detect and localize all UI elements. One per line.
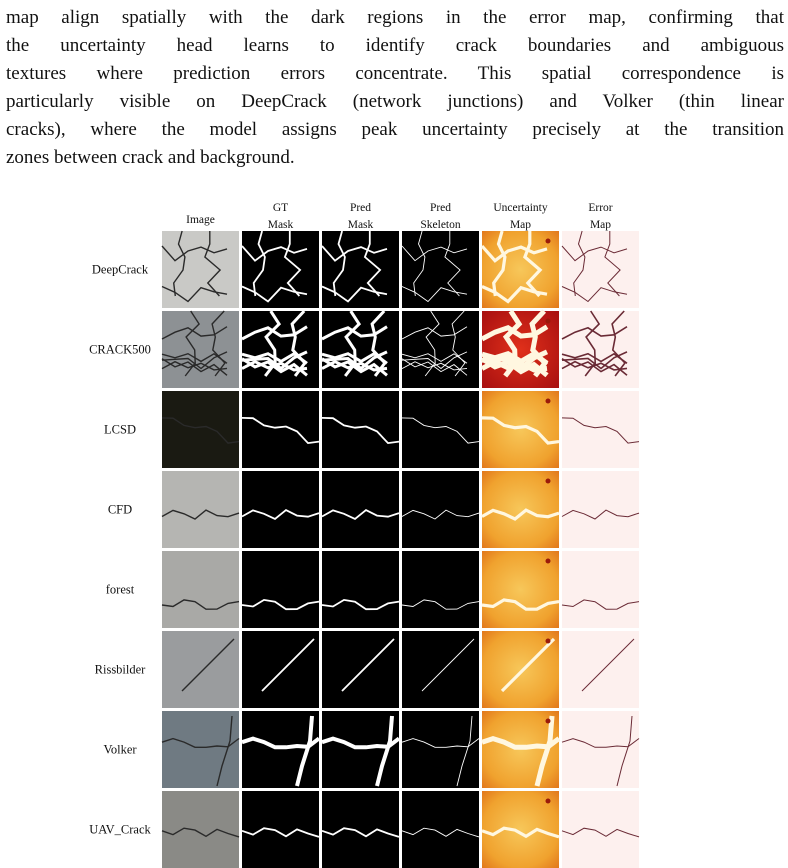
- figure-cell-skeleton: [402, 471, 479, 548]
- figure-cell-error: [562, 791, 639, 868]
- figure-cell-mask: [322, 631, 399, 708]
- figure-cell-mask: [242, 471, 319, 548]
- figure-cell-mask: [242, 551, 319, 628]
- figure-cell-uncertainty: [482, 791, 559, 868]
- mask-background: [242, 471, 319, 548]
- hot-spot: [546, 639, 551, 644]
- skeleton-background: [402, 551, 479, 628]
- row-label: DeepCrack: [91, 262, 149, 277]
- paragraph-line: cracks), where the model assigns peak uncertainty precisely at the transition: [6, 119, 784, 140]
- skeleton-background: [402, 471, 479, 548]
- skeleton-background: [402, 631, 479, 708]
- figure-cell-image: [162, 631, 239, 708]
- figure-cell-error: [562, 311, 639, 388]
- figure-cell-mask: [322, 551, 399, 628]
- figure-cell-uncertainty: [482, 631, 559, 708]
- figure-cell-uncertainty: [482, 471, 559, 548]
- figure-cell-skeleton: [402, 551, 479, 628]
- sample-image: [162, 791, 239, 868]
- row-label: forest: [105, 582, 135, 597]
- figure-cell-mask: [242, 791, 319, 868]
- figure-cell-skeleton: [402, 791, 479, 868]
- mask-background: [322, 231, 399, 308]
- hot-spot: [546, 239, 551, 244]
- figure-cell-mask: [242, 631, 319, 708]
- skeleton-background: [402, 311, 479, 388]
- sample-image: [162, 311, 239, 388]
- hot-spot: [546, 719, 551, 724]
- row-label: Rissbilder: [94, 662, 146, 677]
- figure-cell-mask: [322, 311, 399, 388]
- row-label: LCSD: [104, 422, 136, 437]
- error-background: [562, 471, 639, 548]
- figure-cell-mask: [322, 711, 399, 788]
- figure-cell-error: [562, 551, 639, 628]
- error-background: [562, 791, 639, 868]
- figure-cell-image: [162, 551, 239, 628]
- column-header-line2: Map: [509, 219, 532, 231]
- row-label: UAV_Crack: [89, 822, 151, 837]
- error-background: [562, 391, 639, 468]
- figure-cell-mask: [242, 711, 319, 788]
- figure-cell-skeleton: [402, 311, 479, 388]
- mask-background: [322, 631, 399, 708]
- mask-background: [322, 551, 399, 628]
- figure-cell-mask: [322, 791, 399, 868]
- figure-cell-image: [162, 231, 239, 308]
- column-header: Error: [588, 202, 613, 214]
- column-header: Pred: [349, 202, 372, 214]
- figure-cell-image: [162, 471, 239, 548]
- figure-cell-uncertainty: [482, 311, 559, 388]
- paragraph-line: zones between crack and background.: [6, 147, 295, 168]
- row-label: Volker: [103, 742, 137, 757]
- paragraph-line: map align spatially with the dark regions in the error map, confirming that: [6, 7, 784, 28]
- hot-spot: [546, 559, 551, 564]
- hot-spot: [546, 799, 551, 804]
- column-header: GT: [272, 202, 289, 214]
- figure-cell-image: [162, 391, 239, 468]
- figure-cell-skeleton: [402, 631, 479, 708]
- skeleton-background: [402, 231, 479, 308]
- paragraph-line: particularly visible on DeepCrack (network junctions) and Volker (thin linear: [6, 91, 784, 112]
- paragraph-line: textures where prediction errors concentrate. This spatial correspondence is: [6, 63, 784, 84]
- error-background: [562, 231, 639, 308]
- column-header-line2: Map: [589, 219, 612, 231]
- figure-cell-mask: [322, 391, 399, 468]
- figure-cell-mask: [322, 471, 399, 548]
- figure-cell-error: [562, 391, 639, 468]
- column-header: Image: [186, 214, 215, 226]
- column-header: Pred: [429, 202, 452, 214]
- mask-background: [322, 311, 399, 388]
- figure-cell-uncertainty: [482, 551, 559, 628]
- figure-cell-error: [562, 711, 639, 788]
- column-header-line2: Skeleton: [420, 219, 461, 231]
- figure-cell-uncertainty: [482, 231, 559, 308]
- column-header: Uncertainty: [493, 202, 548, 214]
- figure-cell-skeleton: [402, 391, 479, 468]
- figure-cell-image: [162, 311, 239, 388]
- figure-cell-uncertainty: [482, 711, 559, 788]
- figure-cell-mask: [242, 391, 319, 468]
- figure-cell-uncertainty: [482, 391, 559, 468]
- column-header-line2: Mask: [347, 219, 374, 231]
- hot-spot: [546, 479, 551, 484]
- figure-cell-skeleton: [402, 711, 479, 788]
- figure-cell-image: [162, 791, 239, 868]
- sample-image: [162, 391, 239, 468]
- figure-cell-mask: [242, 231, 319, 308]
- mask-background: [242, 231, 319, 308]
- mask-background: [242, 311, 319, 388]
- figure-cell-skeleton: [402, 231, 479, 308]
- figure-cell-mask: [242, 311, 319, 388]
- hot-spot: [546, 399, 551, 404]
- figure-cell-error: [562, 631, 639, 708]
- mask-background: [322, 791, 399, 868]
- sample-image: [162, 631, 239, 708]
- mask-background: [242, 391, 319, 468]
- paragraph-line: the uncertainty head learns to identify crack boundaries and ambiguous: [6, 35, 784, 56]
- error-background: [562, 631, 639, 708]
- figure-cell-error: [562, 231, 639, 308]
- mask-background: [242, 791, 319, 868]
- mask-background: [242, 551, 319, 628]
- mask-background: [242, 631, 319, 708]
- column-header-line2: Mask: [267, 219, 294, 231]
- sample-image: [162, 471, 239, 548]
- skeleton-background: [402, 791, 479, 868]
- row-label: CRACK500: [89, 342, 151, 357]
- figure-cell-error: [562, 471, 639, 548]
- row-label: CFD: [107, 502, 133, 517]
- figure-cell-image: [162, 711, 239, 788]
- sample-image: [162, 551, 239, 628]
- mask-background: [322, 391, 399, 468]
- hot-spot: [546, 319, 551, 324]
- skeleton-background: [402, 391, 479, 468]
- error-background: [562, 551, 639, 628]
- mask-background: [322, 471, 399, 548]
- figure-cell-mask: [322, 231, 399, 308]
- error-background: [562, 311, 639, 388]
- sample-image: [162, 231, 239, 308]
